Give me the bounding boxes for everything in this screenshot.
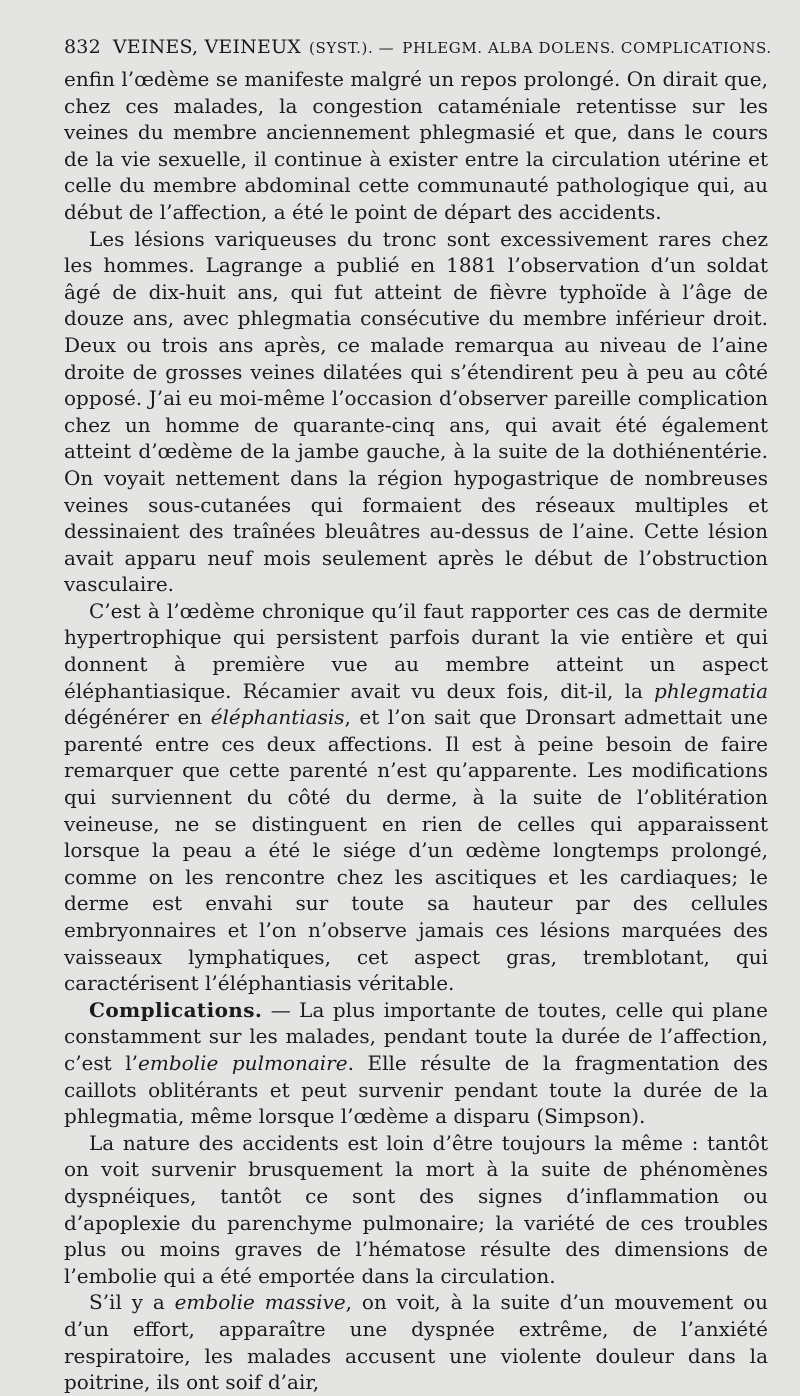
page-number: 832 [64, 36, 101, 58]
paragraph-3-italic-phlegmatia: phlegmatia [654, 678, 768, 703]
paragraph-6-italic-embolie-massive: embolie massive [174, 1290, 346, 1315]
running-header [64, 30, 772, 66]
paragraph-4-text-a: — La plus importante de toutes, celle qui plane constamment sur les malades, pendant toute la durée de l’affection, c’est l’ [64, 997, 768, 1075]
header-title-syst: (SYST.). — [309, 39, 395, 57]
paragraph-5: La nature des accidents est loin d’être toujours la même : tantôt on voit survenir brusquement la mort à la suite de phénomènes dyspnéiques, tantôt ce sont des signes d’inflammation ou d’apoplexie du parenchyme pulmonaire; la variété de ces troubles plus ou moins graves de l’hématose résulte des dimensions de l’embolie qui a été emportée dans la circulation. [64, 1130, 768, 1288]
paragraph-4 [64, 997, 768, 1130]
paragraph-3-text-b: dégénérer en [64, 705, 211, 730]
paragraph-3-text-a: C’est à l’œdème chronique qu’il faut rapporter ces cas de dermite hypertrophique qui persistent parfois durant la vie entière et qui donnent à première vue au membre atteint un aspect éléphantiasique. Récamier avait vu deux fois, dit-il, la [64, 598, 768, 703]
paragraph-3-text-c: , et l’on sait que Dronsart admettait une parenté entre ces deux affections. Il est à peine besoin de faire remarquer que cette parenté n’est qu’apparente. Les modifications qui surviennent du côté du derme, à la suite de l’oblitération veineuse, ne se distinguent en rien de celles qui apparaissent lorsque la peau a été le siége d’un œdème longtemps prolongé, comme on les rencontre chez les ascitiques et les cardiaques; le derme est envahi sur toute sa hauteur par des cellules embryonnaires et l’on n’observe jamais ces lésions marquées des vaisseaux lymphatiques, cet aspect gras, tremblotant, qui caractérisent l’éléphantiasis véritable. [64, 705, 768, 996]
page-body [64, 66, 768, 1396]
header-title-main: VEINES, VEINEUX [112, 36, 302, 58]
paragraph-3 [64, 598, 768, 997]
paragraph-6-text-a: S’il y a [89, 1290, 175, 1315]
paragraph-4-text-b: . Elle résulte de la fragmentation des caillots oblitérants et peut survenir pendant toute la durée de la phlegmatia, même lorsque l’œdème a disparu (Simpson). [64, 1050, 768, 1129]
paragraph-6-text-b: , on voit, à la suite d’un mouvement ou d’un effort, apparaître une dyspnée extrême, de l’anxiété respiratoire, les malades accusent une violente douleur dans la poitrine, ils ont soif d’air, [64, 1290, 769, 1395]
section-heading-complications: Complications. [89, 997, 263, 1022]
paragraph-6 [64, 1289, 768, 1395]
paragraph-2: Les lésions variqueuses du tronc sont excessivement rares chez les hommes. Lagrange a publié en 1881 l’observation d’un soldat âgé de dix-huit ans, qui fut atteint de fièvre typhoïde à l’âge de douze ans, avec phlegmatia consécutive du membre inférieur droit. Deux ou trois ans après, ce malade remarqua au niveau de l’aine droite de grosses veines dilatées qui s’étendirent peu à peu au côté opposé. J’ai eu moi-même l’occasion d’observer pareille complication chez un homme de quarante-cinq ans, qui avait été également atteint d’œdème de la jambe gauche, à la suite de la dothiénentérie. On voyait nettement dans la région hypogastrique de nombreuses veines sous-cutanées qui formaient des réseaux multiples et dessinaient des traînées bleuâtres au-dessus de l’aine. Cette lésion avait apparu neuf mois seulement après le début de l’obstruction vasculaire. [64, 226, 768, 597]
header-title-section: PHLEGM. ALBA DOLENS. COMPLICATIONS. [402, 39, 772, 57]
paragraph-3-italic-elephantiasis: éléphantiasis [210, 705, 345, 730]
paragraph-1: enfin l’œdème se manifeste malgré un repos prolongé. On dirait que, chez ces malades, la congestion cataméniale retentisse sur les veines du membre anciennement phlegmasié et que, dans le cours de la vie sexuelle, il continue à exister entre la circulation utérine et celle du membre abdominal cette communauté pathologique qui, au début de l’affection, a été le point de départ des accidents. [64, 67, 768, 224]
paragraph-4-italic-embolie: embolie pulmonaire [138, 1050, 348, 1075]
